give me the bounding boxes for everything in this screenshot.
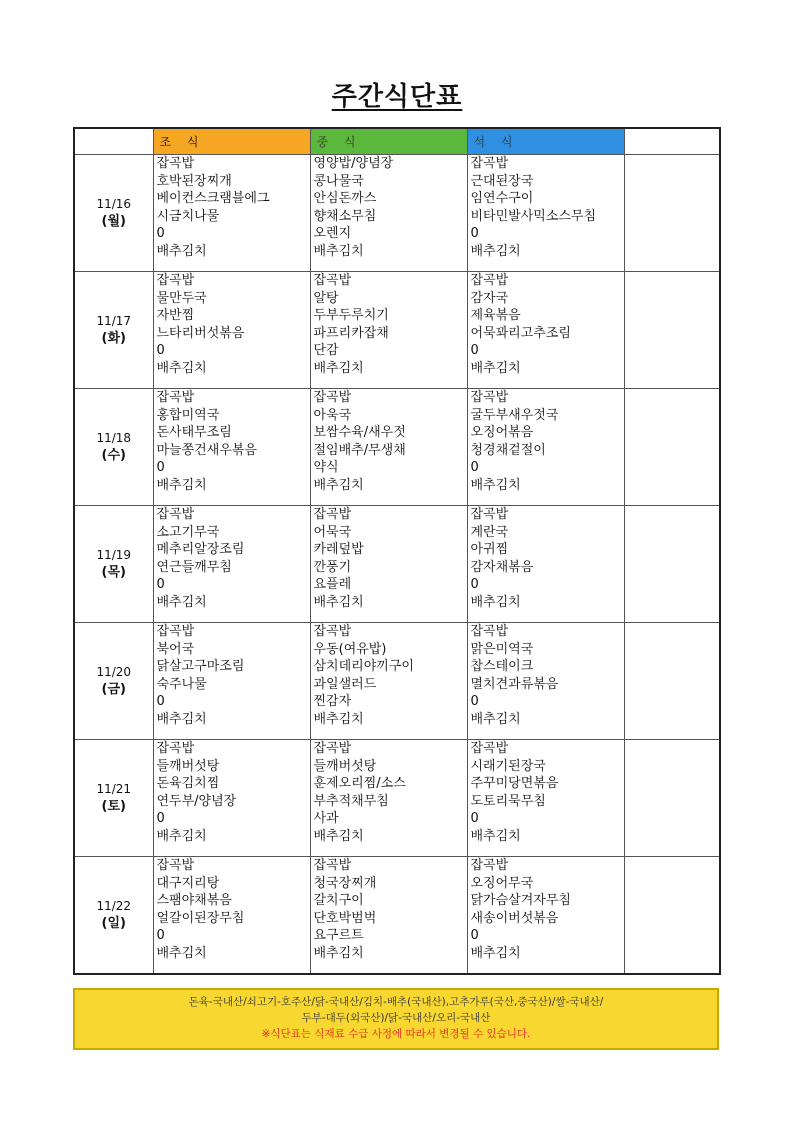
menu-item: 시금치나물	[156, 208, 220, 224]
menu-item: 절임배추/무생채	[313, 442, 406, 458]
menu-item: 0	[156, 811, 165, 827]
menu-item: 배추김치	[313, 360, 364, 376]
menu-item: 홍합미역국	[156, 407, 220, 423]
menu-item: 배추김치	[156, 360, 207, 376]
lunch-cell	[310, 857, 467, 975]
menu-item: 오렌지	[313, 226, 352, 242]
menu-item: 배추김치	[470, 828, 521, 844]
menu-item: 연두부/양념장	[156, 793, 237, 809]
menu-item: 배추김치	[313, 477, 364, 493]
dinner-cell	[467, 272, 624, 389]
menu-item: 배추김치	[313, 945, 364, 961]
dinner-cell	[467, 623, 624, 740]
menu-item: 부추적채무침	[313, 793, 389, 809]
breakfast-cell	[153, 389, 310, 506]
menu-item: 청국장찌개	[313, 875, 377, 891]
day-date-cell	[74, 389, 153, 506]
day-date: 11/17	[96, 314, 132, 328]
table-header-row	[74, 128, 720, 155]
day-date: 11/16	[96, 197, 132, 211]
menu-item: 근대된장국	[470, 173, 534, 189]
extra-cell	[624, 155, 720, 272]
table-row	[74, 506, 720, 623]
breakfast-cell	[153, 857, 310, 975]
menu-item: 들깨버섯탕	[156, 758, 220, 774]
menu-item: 닭살고구마조림	[156, 659, 245, 675]
menu-item: 사과	[313, 811, 339, 827]
menu-item: 숙주나물	[156, 676, 207, 692]
origin-line-2: 두부-대두(외국산)/닭-국내산/오리-국내산	[301, 1012, 491, 1024]
menu-item: 어묵꽈리고추조림	[470, 325, 571, 341]
menu-item: 도토리묵무침	[470, 793, 546, 809]
day-date-cell	[74, 155, 153, 272]
day-date-cell	[74, 506, 153, 623]
origin-line-1: 돈육-국내산/쇠고기-호주산/닭-국내산/김치-배추(국내산),고추가루(국산,중국산)/쌀-국내산/	[188, 996, 604, 1008]
menu-item: 단호박범벅	[313, 910, 377, 926]
menu-item: 배추김치	[470, 945, 521, 961]
day-of-week: (월)	[101, 214, 126, 229]
day-date-cell	[74, 272, 153, 389]
menu-item: 요구르트	[313, 928, 364, 944]
menu-item: 굴두부새우젓국	[470, 407, 559, 423]
menu-item: 계란국	[470, 524, 509, 540]
menu-item: 잡곡밥	[470, 273, 509, 288]
menu-item: 잡곡밥	[313, 741, 352, 756]
menu-item: 소고기무국	[156, 524, 220, 540]
lunch-cell	[310, 623, 467, 740]
change-notice: ※식단표는 식재료 수급 사정에 따라서 변경될 수 있습니다.	[261, 1028, 531, 1040]
header-date-cell	[74, 128, 153, 155]
menu-item: 훈제오리찜/소스	[313, 776, 406, 792]
breakfast-cell	[153, 623, 310, 740]
day-of-week: (화)	[101, 331, 126, 346]
header-dinner: 석 식	[467, 128, 624, 155]
dinner-cell	[467, 506, 624, 623]
extra-cell	[624, 389, 720, 506]
table-row	[74, 155, 720, 272]
lunch-cell	[310, 389, 467, 506]
menu-item: 배추김치	[156, 945, 207, 961]
table-row	[74, 857, 720, 975]
menu-item: 배추김치	[156, 828, 207, 844]
menu-item: 자반찜	[156, 308, 195, 324]
menu-item: 배추김치	[470, 477, 521, 493]
breakfast-cell	[153, 740, 310, 857]
menu-item: 느타리버섯볶음	[156, 325, 245, 341]
extra-cell	[624, 857, 720, 975]
menu-item: 잡곡밥	[470, 741, 509, 756]
dinner-cell	[467, 740, 624, 857]
menu-item: 얼갈이된장무침	[156, 910, 245, 926]
menu-item: 과일샐러드	[313, 676, 377, 692]
menu-item: 잡곡밥	[156, 741, 195, 756]
dinner-cell	[467, 857, 624, 975]
menu-item: 배추김치	[156, 477, 207, 493]
day-date: 11/19	[96, 548, 132, 562]
menu-item: 물만두국	[156, 290, 207, 306]
menu-item: 호박된장찌개	[156, 173, 232, 189]
weekly-menu-table	[73, 127, 721, 975]
menu-item: 잡곡밥	[470, 858, 509, 873]
extra-cell	[624, 623, 720, 740]
menu-item: 카레덮밥	[313, 542, 364, 558]
menu-item: 새송이버섯볶음	[470, 910, 559, 926]
day-date: 11/21	[96, 782, 132, 796]
table-row	[74, 623, 720, 740]
menu-item: 잡곡밥	[156, 273, 195, 288]
menu-item: 잡곡밥	[156, 624, 195, 639]
menu-item: 제육볶음	[470, 308, 521, 324]
header-lunch: 중 식	[310, 128, 467, 155]
menu-item: 오징어무국	[470, 875, 534, 891]
menu-item: 깐풍기	[313, 559, 352, 575]
menu-item: 청경채겉절이	[470, 442, 546, 458]
header-extra-cell	[624, 128, 720, 155]
menu-item: 돈육김치찜	[156, 776, 220, 792]
menu-item: 돈사태무조림	[156, 425, 232, 441]
day-of-week: (토)	[101, 799, 126, 814]
lunch-cell	[310, 155, 467, 272]
menu-item: 들깨버섯탕	[313, 758, 377, 774]
menu-item: 시래기된장국	[470, 758, 546, 774]
table-body	[74, 155, 720, 975]
menu-item: 북어국	[156, 641, 195, 657]
menu-item: 잡곡밥	[313, 858, 352, 873]
menu-item: 닭가슴살겨자무침	[470, 893, 571, 909]
menu-item: 잡곡밥	[156, 390, 195, 405]
menu-item: 배추김치	[156, 711, 207, 727]
menu-item: 콩나물국	[313, 173, 364, 189]
menu-item: 메추리알장조림	[156, 542, 245, 558]
dinner-cell	[467, 155, 624, 272]
menu-item: 스팸야채볶음	[156, 893, 232, 909]
menu-item: 배추김치	[470, 243, 521, 259]
page-title-text: 주간식단표	[331, 82, 463, 112]
menu-item: 잡곡밥	[470, 507, 509, 522]
menu-item: 두부두루치기	[313, 308, 389, 324]
menu-item: 찐감자	[313, 694, 352, 710]
menu-item: 잡곡밥	[313, 507, 352, 522]
menu-item: 0	[156, 694, 165, 710]
header-breakfast: 조 식	[153, 128, 310, 155]
page-title	[0, 76, 794, 113]
menu-item: 배추김치	[156, 594, 207, 610]
menu-item: 0	[156, 460, 165, 476]
lunch-cell	[310, 272, 467, 389]
menu-item: 배추김치	[313, 594, 364, 610]
menu-item: 잡곡밥	[313, 390, 352, 405]
table-row	[74, 389, 720, 506]
day-of-week: (일)	[101, 916, 126, 931]
menu-item: 잡곡밥	[313, 273, 352, 288]
extra-cell	[624, 506, 720, 623]
menu-item: 요플레	[313, 577, 352, 593]
day-date: 11/22	[96, 899, 132, 913]
menu-item: 배추김치	[470, 711, 521, 727]
menu-item: 단감	[313, 343, 339, 359]
day-date: 11/18	[96, 431, 132, 445]
breakfast-cell	[153, 272, 310, 389]
menu-item: 아귀찜	[470, 542, 509, 558]
menu-item: 0	[470, 928, 479, 944]
menu-item: 잡곡밥	[156, 507, 195, 522]
day-date: 11/20	[96, 665, 132, 679]
menu-item: 임연수구이	[470, 191, 534, 207]
menu-item: 배추김치	[313, 711, 364, 727]
menu-item: 0	[156, 577, 165, 593]
menu-item: 배추김치	[470, 360, 521, 376]
menu-item: 우동(여유밥)	[313, 641, 387, 657]
menu-item: 어묵국	[313, 524, 352, 540]
menu-item: 주꾸미당면볶음	[470, 776, 559, 792]
day-date-cell	[74, 740, 153, 857]
day-of-week: (목)	[101, 565, 126, 580]
menu-item: 감자채볶음	[470, 559, 534, 575]
menu-item: 맑은미역국	[470, 641, 534, 657]
menu-item: 향채소무침	[313, 208, 377, 224]
menu-item: 영양밥/양념장	[313, 156, 394, 171]
breakfast-cell	[153, 155, 310, 272]
menu-item: 연근들깨무침	[156, 559, 232, 575]
menu-item: 0	[470, 694, 479, 710]
menu-item: 파프리카잡채	[313, 325, 389, 341]
menu-item: 알탕	[313, 290, 339, 306]
menu-item: 잡곡밥	[470, 624, 509, 639]
menu-item: 약식	[313, 460, 339, 476]
menu-item: 삼치데리야끼구이	[313, 659, 414, 675]
menu-item: 0	[156, 226, 165, 242]
menu-item: 오징어볶음	[470, 425, 534, 441]
menu-item: 잡곡밥	[470, 156, 509, 171]
day-date-cell	[74, 857, 153, 975]
day-date-cell	[74, 623, 153, 740]
menu-item: 배추김치	[313, 243, 364, 259]
menu-item: 잡곡밥	[470, 390, 509, 405]
table-row	[74, 272, 720, 389]
menu-item: 마늘쫑건새우볶음	[156, 442, 257, 458]
origin-footer	[73, 988, 719, 1050]
extra-cell	[624, 740, 720, 857]
menu-item: 잡곡밥	[156, 858, 195, 873]
breakfast-cell	[153, 506, 310, 623]
menu-item: 배추김치	[470, 594, 521, 610]
lunch-cell	[310, 506, 467, 623]
menu-item: 0	[470, 811, 479, 827]
menu-item: 대구지리탕	[156, 875, 220, 891]
menu-item: 0	[470, 343, 479, 359]
menu-item: 갈치구이	[313, 893, 364, 909]
table-row	[74, 740, 720, 857]
menu-item: 아욱국	[313, 407, 352, 423]
menu-item: 잡곡밥	[313, 624, 352, 639]
menu-item: 멸치견과류볶음	[470, 676, 559, 692]
menu-item: 감자국	[470, 290, 509, 306]
menu-item: 잡곡밥	[156, 156, 195, 171]
day-of-week: (수)	[101, 448, 126, 463]
dinner-cell	[467, 389, 624, 506]
menu-item: 배추김치	[156, 243, 207, 259]
menu-item: 배추김치	[313, 828, 364, 844]
lunch-cell	[310, 740, 467, 857]
menu-item: 0	[470, 226, 479, 242]
menu-item: 0	[470, 460, 479, 476]
menu-item: 0	[470, 577, 479, 593]
menu-item: 안심돈까스	[313, 191, 377, 207]
menu-item: 비타민발사믹소스무침	[470, 208, 597, 224]
menu-item: 베이컨스크램블에그	[156, 191, 270, 207]
day-of-week: (금)	[101, 682, 126, 697]
extra-cell	[624, 272, 720, 389]
menu-item: 0	[156, 343, 165, 359]
menu-item: 보쌈수육/새우젓	[313, 425, 406, 441]
menu-item: 0	[156, 928, 165, 944]
menu-item: 찹스테이크	[470, 659, 534, 675]
